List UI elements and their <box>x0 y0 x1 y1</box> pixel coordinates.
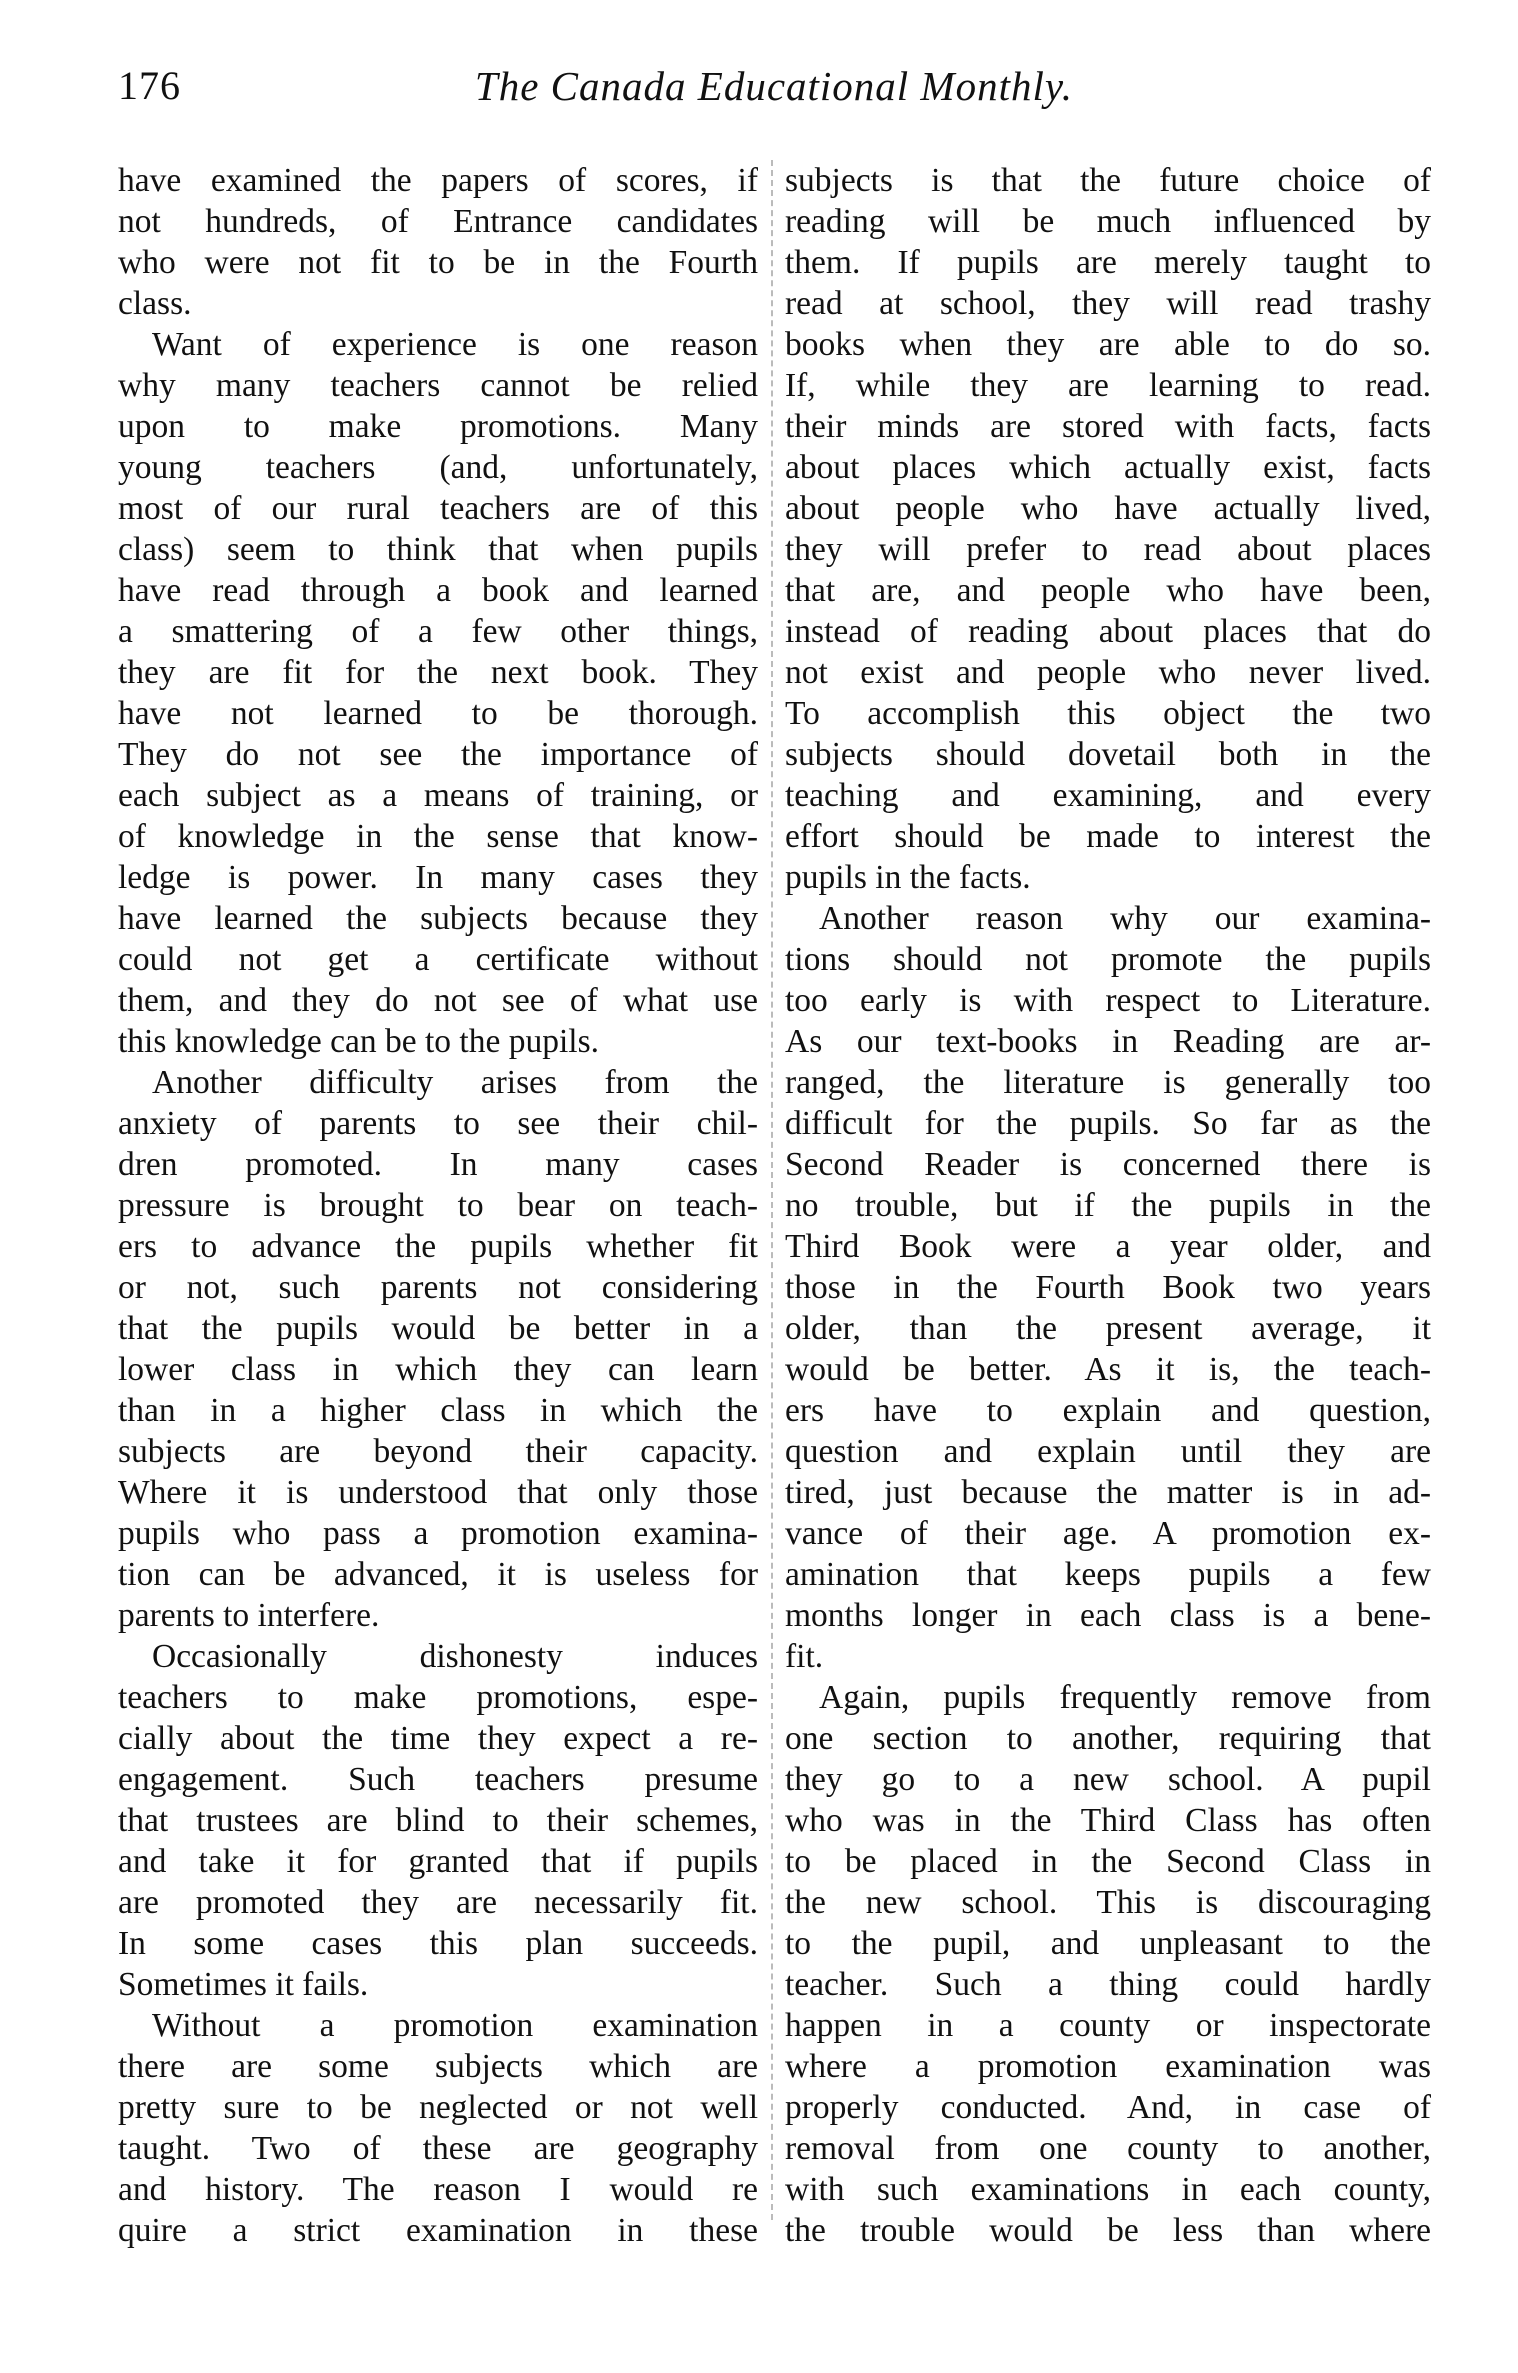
text-line: too early is with respect to Literature. <box>785 982 1431 1019</box>
text-line: ledge is power. In many cases they <box>118 859 758 896</box>
text-line: ranged, the literature is generally too <box>785 1064 1431 1101</box>
text-line: parents to interfere. <box>118 1597 380 1634</box>
page-number: 176 <box>118 63 181 108</box>
text-line: have not learned to be thorough. <box>118 695 758 732</box>
text-line: have learned the subjects because they <box>118 900 758 937</box>
text-line: Third Book were a year older, and <box>785 1228 1431 1265</box>
text-line: they will prefer to read about places <box>785 531 1431 568</box>
text-line: or not, such parents not considering <box>118 1269 758 1306</box>
text-line: they are fit for the next book. They <box>118 654 758 691</box>
text-line: instead of reading about places that do <box>785 613 1431 650</box>
text-line: young teachers (and, unfortunately, <box>118 449 758 486</box>
text-line: tions should not promote the pupils <box>785 941 1431 978</box>
text-line: engagement. Such teachers presume <box>118 1761 758 1798</box>
text-line: about people who have actually lived, <box>785 490 1431 527</box>
column-divider <box>771 160 773 2220</box>
text-line: difficult for the pupils. So far as the <box>785 1105 1431 1142</box>
text-line: class. <box>118 285 192 322</box>
text-line: than in a higher class in which the <box>118 1392 758 1429</box>
text-line: Second Reader is concerned there is <box>785 1146 1431 1183</box>
text-line: have read through a book and learned <box>118 572 758 609</box>
text-line: not hundreds, of Entrance candidates <box>118 203 758 240</box>
text-line: to be placed in the Second Class in <box>785 1843 1431 1880</box>
text-line: would be better. As it is, the teach- <box>785 1351 1431 1388</box>
text-line: them, and they do not see of what use <box>118 982 758 1019</box>
text-line: Sometimes it fails. <box>118 1966 369 2003</box>
text-line: subjects is that the future choice of <box>785 162 1431 199</box>
text-line: dren promoted. In many cases <box>118 1146 758 1183</box>
running-title: The Canada Educational Monthly. <box>474 63 1074 109</box>
text-line: those in the Fourth Book two years <box>785 1269 1431 1306</box>
text-line: the trouble would be less than where <box>785 2212 1431 2249</box>
text-line: one section to another, requiring that <box>785 1720 1431 1757</box>
text-line: As our text-books in Reading are ar- <box>785 1023 1431 1060</box>
text-line: most of our rural teachers are of this <box>118 490 758 527</box>
text-line: pressure is brought to bear on teach- <box>118 1187 758 1224</box>
text-line: tired, just because the matter is in ad- <box>785 1474 1431 1511</box>
text-line: pupils who pass a promotion examina- <box>118 1515 758 1552</box>
text-line: question and explain until they are <box>785 1433 1431 1470</box>
text-line: with such examinations in each county, <box>785 2171 1431 2208</box>
text-line: Want of experience is one reason <box>152 326 758 363</box>
text-line: Another difficulty arises from the <box>152 1064 758 1101</box>
right-column <box>785 160 1431 2251</box>
text-line: not exist and people who never lived. <box>785 654 1431 691</box>
text-line: and history. The reason I would re <box>118 2171 758 2208</box>
text-line: that the pupils would be better in a <box>118 1310 758 1347</box>
text-line: To accomplish this object the two <box>785 695 1431 732</box>
text-line: this knowledge can be to the pupils. <box>118 1023 600 1060</box>
text-line: pupils in the facts. <box>785 859 1031 896</box>
text-line: books when they are able to do so. <box>785 326 1431 363</box>
text-line: reading will be much influenced by <box>785 203 1431 240</box>
left-column <box>118 160 758 2251</box>
text-line: Without a promotion examination <box>152 2007 758 2044</box>
text-line: taught. Two of these are geography <box>118 2130 758 2167</box>
text-line: no trouble, but if the pupils in the <box>785 1187 1431 1224</box>
text-line: In some cases this plan succeeds. <box>118 1925 758 1962</box>
text-line: each subject as a means of training, or <box>118 777 758 814</box>
text-line: cially about the time they expect a re- <box>118 1720 758 1757</box>
text-line: could not get a certificate without <box>118 941 758 978</box>
text-line: where a promotion examination was <box>785 2048 1431 2085</box>
text-line: amination that keeps pupils a few <box>785 1556 1431 1593</box>
text-line: a smattering of a few other things, <box>118 613 758 650</box>
text-line: tion can be advanced, it is useless for <box>118 1556 758 1593</box>
text-line: that are, and people who have been, <box>785 572 1431 609</box>
text-line: removal from one county to another, <box>785 2130 1431 2167</box>
text-line: why many teachers cannot be relied <box>118 367 758 404</box>
text-line: who was in the Third Class has often <box>785 1802 1431 1839</box>
text-line: older, than the present average, it <box>785 1310 1431 1347</box>
text-line: the new school. This is discouraging <box>785 1884 1431 1921</box>
text-line: Where it is understood that only those <box>118 1474 758 1511</box>
text-line: ers have to explain and question, <box>785 1392 1431 1429</box>
text-line: they go to a new school. A pupil <box>785 1761 1431 1798</box>
text-line: teaching and examining, and every <box>785 777 1431 814</box>
text-line: have examined the papers of scores, if <box>118 162 758 199</box>
text-line: their minds are stored with facts, facts <box>785 408 1431 445</box>
text-line: are promoted they are necessarily fit. <box>118 1884 758 1921</box>
text-line: class) seem to think that when pupils <box>118 531 758 568</box>
page-header <box>118 62 1430 122</box>
text-line: about places which actually exist, facts <box>785 449 1431 486</box>
text-line: subjects should dovetail both in the <box>785 736 1431 773</box>
text-line: months longer in each class is a bene- <box>785 1597 1431 1634</box>
text-line: subjects are beyond their capacity. <box>118 1433 758 1470</box>
text-line: read at school, they will read trashy <box>785 285 1431 322</box>
text-line: ers to advance the pupils whether fit <box>118 1228 758 1265</box>
text-line: Again, pupils frequently remove from <box>819 1679 1431 1716</box>
text-line: that trustees are blind to their schemes, <box>118 1802 758 1839</box>
text-line: quire a strict examination in these <box>118 2212 758 2249</box>
text-line: who were not fit to be in the Fourth <box>118 244 758 281</box>
text-line: to the pupil, and unpleasant to the <box>785 1925 1431 1962</box>
text-line: pretty sure to be neglected or not well <box>118 2089 758 2126</box>
text-line: Another reason why our examina- <box>819 900 1431 937</box>
text-line: fit. <box>785 1638 824 1675</box>
text-line: anxiety of parents to see their chil- <box>118 1105 758 1142</box>
text-line: there are some subjects which are <box>118 2048 758 2085</box>
text-line: They do not see the importance of <box>118 736 758 773</box>
text-line: lower class in which they can learn <box>118 1351 758 1388</box>
text-line: of knowledge in the sense that know- <box>118 818 758 855</box>
text-line: and take it for granted that if pupils <box>118 1843 758 1880</box>
text-line: happen in a county or inspectorate <box>785 2007 1431 2044</box>
text-line: teacher. Such a thing could hardly <box>785 1966 1431 2003</box>
text-line: upon to make promotions. Many <box>118 408 758 445</box>
text-line: If, while they are learning to read. <box>785 367 1431 404</box>
text-line: them. If pupils are merely taught to <box>785 244 1431 281</box>
text-line: effort should be made to interest the <box>785 818 1431 855</box>
text-line: teachers to make promotions, espe- <box>118 1679 758 1716</box>
text-line: vance of their age. A promotion ex- <box>785 1515 1431 1552</box>
text-line: properly conducted. And, in case of <box>785 2089 1431 2126</box>
text-line: Occasionally dishonesty induces <box>152 1638 758 1675</box>
